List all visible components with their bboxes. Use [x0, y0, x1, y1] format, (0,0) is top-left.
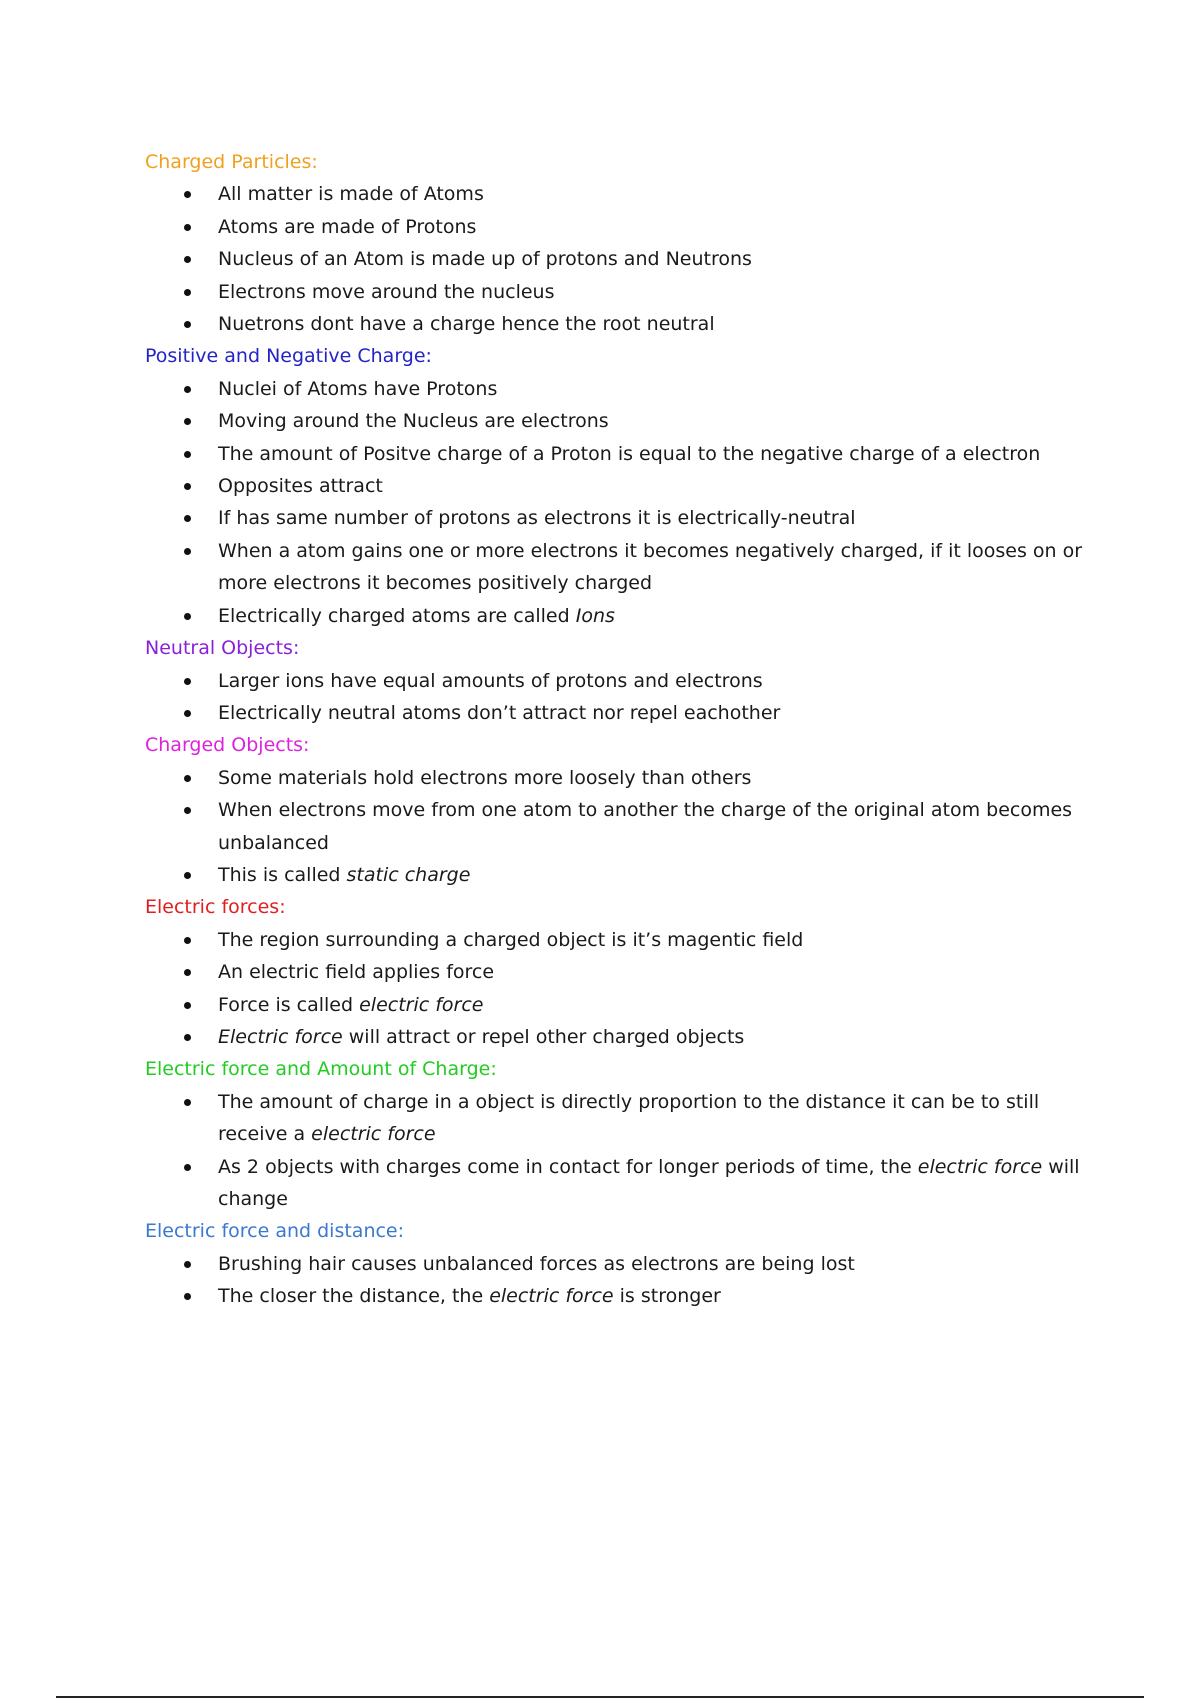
- emphasized-term: electric force: [917, 1155, 1043, 1178]
- bullet-text: [218, 1285, 721, 1307]
- bullet-text: [218, 378, 497, 400]
- text-segment: When a atom gains one or more electrons it becomes negatively charged, if it looses on or more electrons it becomes positively charged: [218, 539, 1083, 595]
- bullet-text: [218, 864, 470, 886]
- text-segment: The amount of Positve charge of a Proton is equal to the negative charge of a electron: [218, 442, 1041, 465]
- text-segment: Some materials hold electrons more loosely than others: [218, 766, 752, 789]
- text-segment: Opposites attract: [218, 475, 383, 498]
- bullet-text: [218, 767, 751, 789]
- bullet-icon: [184, 548, 191, 555]
- text-segment: Moving around the Nucleus are electrons: [218, 410, 609, 433]
- text-segment: will attract or repel other charged objects: [342, 1025, 745, 1048]
- list-item: [145, 600, 1105, 632]
- bullet-icon: [184, 775, 191, 782]
- bullet-text: [218, 1091, 1039, 1145]
- bullet-list: [145, 373, 1105, 632]
- list-item: [145, 1151, 1105, 1216]
- bullet-list: [145, 665, 1105, 730]
- text-segment: Force is called: [218, 993, 360, 1016]
- list-item: [145, 665, 1105, 697]
- bullet-text: [218, 799, 1072, 853]
- notes-page: [145, 146, 1105, 1313]
- section-heading: Charged Particles:: [145, 151, 318, 173]
- list-item: [145, 470, 1105, 502]
- list-item: [145, 373, 1105, 405]
- list-item: [145, 178, 1105, 210]
- bullet-icon: [184, 1002, 191, 1009]
- bullet-icon: [184, 807, 191, 814]
- list-item: [145, 502, 1105, 534]
- text-segment: The closer the distance, the: [218, 1285, 490, 1308]
- emphasized-term: electric force: [311, 1123, 436, 1146]
- text-segment: This is called: [218, 863, 347, 886]
- text-segment: Electrically neutral atoms don’t attract nor repel eachother: [218, 701, 781, 724]
- bullet-icon: [184, 1164, 191, 1171]
- bullet-icon: [184, 1261, 191, 1268]
- section-heading: Electric force and distance:: [145, 1220, 405, 1243]
- bullet-text: [218, 216, 476, 238]
- list-item: [145, 405, 1105, 437]
- text-segment: is stronger: [613, 1285, 721, 1308]
- bullet-icon: [184, 224, 191, 231]
- emphasized-term: static charge: [346, 863, 471, 886]
- bullet-list: [145, 924, 1105, 1054]
- bullet-list: [145, 1086, 1105, 1216]
- text-segment: An electric field applies force: [218, 961, 495, 984]
- list-item: [145, 989, 1105, 1021]
- bullet-icon: [184, 289, 191, 296]
- list-item: [145, 243, 1105, 275]
- bullet-text: [218, 1026, 744, 1048]
- bullet-list: [145, 1248, 1105, 1313]
- bullet-text: [218, 605, 615, 627]
- bullet-icon: [184, 321, 191, 328]
- bullet-text: [218, 670, 763, 692]
- bullet-text: [218, 507, 856, 529]
- bullet-icon: [184, 515, 191, 522]
- bullet-text: [218, 183, 484, 205]
- bullet-text: [218, 281, 554, 303]
- bullet-text: [218, 1156, 1080, 1210]
- section-heading: Charged Objects:: [145, 734, 310, 757]
- bullet-icon: [184, 1034, 191, 1041]
- text-segment: Nuclei of Atoms have Protons: [218, 377, 498, 400]
- emphasized-term: Electric force: [218, 1025, 343, 1048]
- bullet-icon: [184, 710, 191, 717]
- bullet-icon: [184, 418, 191, 425]
- bullet-text: [218, 540, 1082, 594]
- text-segment: If has same number of protons as electrons it is electrically-neutral: [218, 507, 856, 530]
- list-item: [145, 762, 1105, 794]
- list-item: [145, 438, 1105, 470]
- bullet-icon: [184, 386, 191, 393]
- bullet-list: [145, 762, 1105, 892]
- section-heading: Electric forces:: [145, 896, 286, 919]
- bullet-text: [218, 410, 609, 432]
- bullet-text: [218, 475, 383, 497]
- bullet-text: [218, 313, 715, 335]
- text-segment: The amount of charge in a object is directly proportion to the distance it can be to still receive a: [218, 1090, 1040, 1146]
- list-item: [145, 535, 1105, 600]
- bullet-list: [145, 178, 1105, 340]
- text-segment: All matter is made of Atoms: [218, 183, 484, 206]
- text-segment: Brushing hair causes unbalanced forces as electrons are being lost: [218, 1252, 855, 1275]
- bullet-icon: [184, 678, 191, 685]
- emphasized-term: Ions: [575, 604, 615, 627]
- bullet-text: [218, 702, 780, 724]
- list-item: [145, 956, 1105, 988]
- bullet-icon: [184, 937, 191, 944]
- emphasized-term: electric force: [489, 1285, 614, 1308]
- list-item: [145, 1086, 1105, 1151]
- bullet-icon: [184, 872, 191, 879]
- list-item: [145, 794, 1105, 859]
- bullet-text: [218, 929, 803, 951]
- text-segment: will change: [218, 1155, 1080, 1210]
- list-item: [145, 924, 1105, 956]
- bullet-icon: [184, 483, 191, 490]
- section-heading: Neutral Objects:: [145, 637, 300, 660]
- text-segment: Electrons move around the nucleus: [218, 280, 555, 303]
- list-item: [145, 211, 1105, 243]
- section-heading: Electric force and Amount of Charge:: [145, 1058, 497, 1081]
- text-segment: Atoms are made of Protons: [218, 215, 477, 238]
- bullet-icon: [184, 256, 191, 263]
- text-segment: As 2 objects with charges come in contact for longer periods of time, the: [218, 1155, 918, 1178]
- text-segment: Nuetrons dont have a charge hence the root neutral: [218, 313, 715, 336]
- list-item: [145, 1248, 1105, 1280]
- list-item: [145, 276, 1105, 308]
- text-segment: Electrically charged atoms are called: [218, 604, 576, 627]
- list-item: [145, 308, 1105, 340]
- list-item: [145, 1280, 1105, 1312]
- bullet-text: [218, 961, 494, 983]
- bullet-text: [218, 248, 752, 270]
- list-item: [145, 1021, 1105, 1053]
- bullet-icon: [184, 969, 191, 976]
- list-item: [145, 859, 1105, 891]
- section-heading: Positive and Negative Charge:: [145, 345, 432, 368]
- text-segment: Nucleus of an Atom is made up of protons and Neutrons: [218, 248, 752, 271]
- list-item: [145, 697, 1105, 729]
- bullet-icon: [184, 613, 191, 620]
- bullet-text: [218, 994, 484, 1016]
- bullet-icon: [184, 451, 191, 458]
- bullet-icon: [184, 1099, 191, 1106]
- bullet-icon: [184, 191, 191, 198]
- emphasized-term: electric force: [359, 993, 484, 1016]
- text-segment: The region surrounding a charged object is it’s magentic field: [218, 928, 804, 951]
- bullet-text: [218, 1253, 855, 1275]
- text-segment: Larger ions have equal amounts of protons and electrons: [218, 669, 763, 692]
- bullet-text: [218, 443, 1040, 465]
- bullet-icon: [184, 1293, 191, 1300]
- page-bottom-rule: [56, 1696, 1144, 1698]
- text-segment: When electrons move from one atom to another the charge of the original atom becomes unbalanced: [218, 799, 1073, 854]
